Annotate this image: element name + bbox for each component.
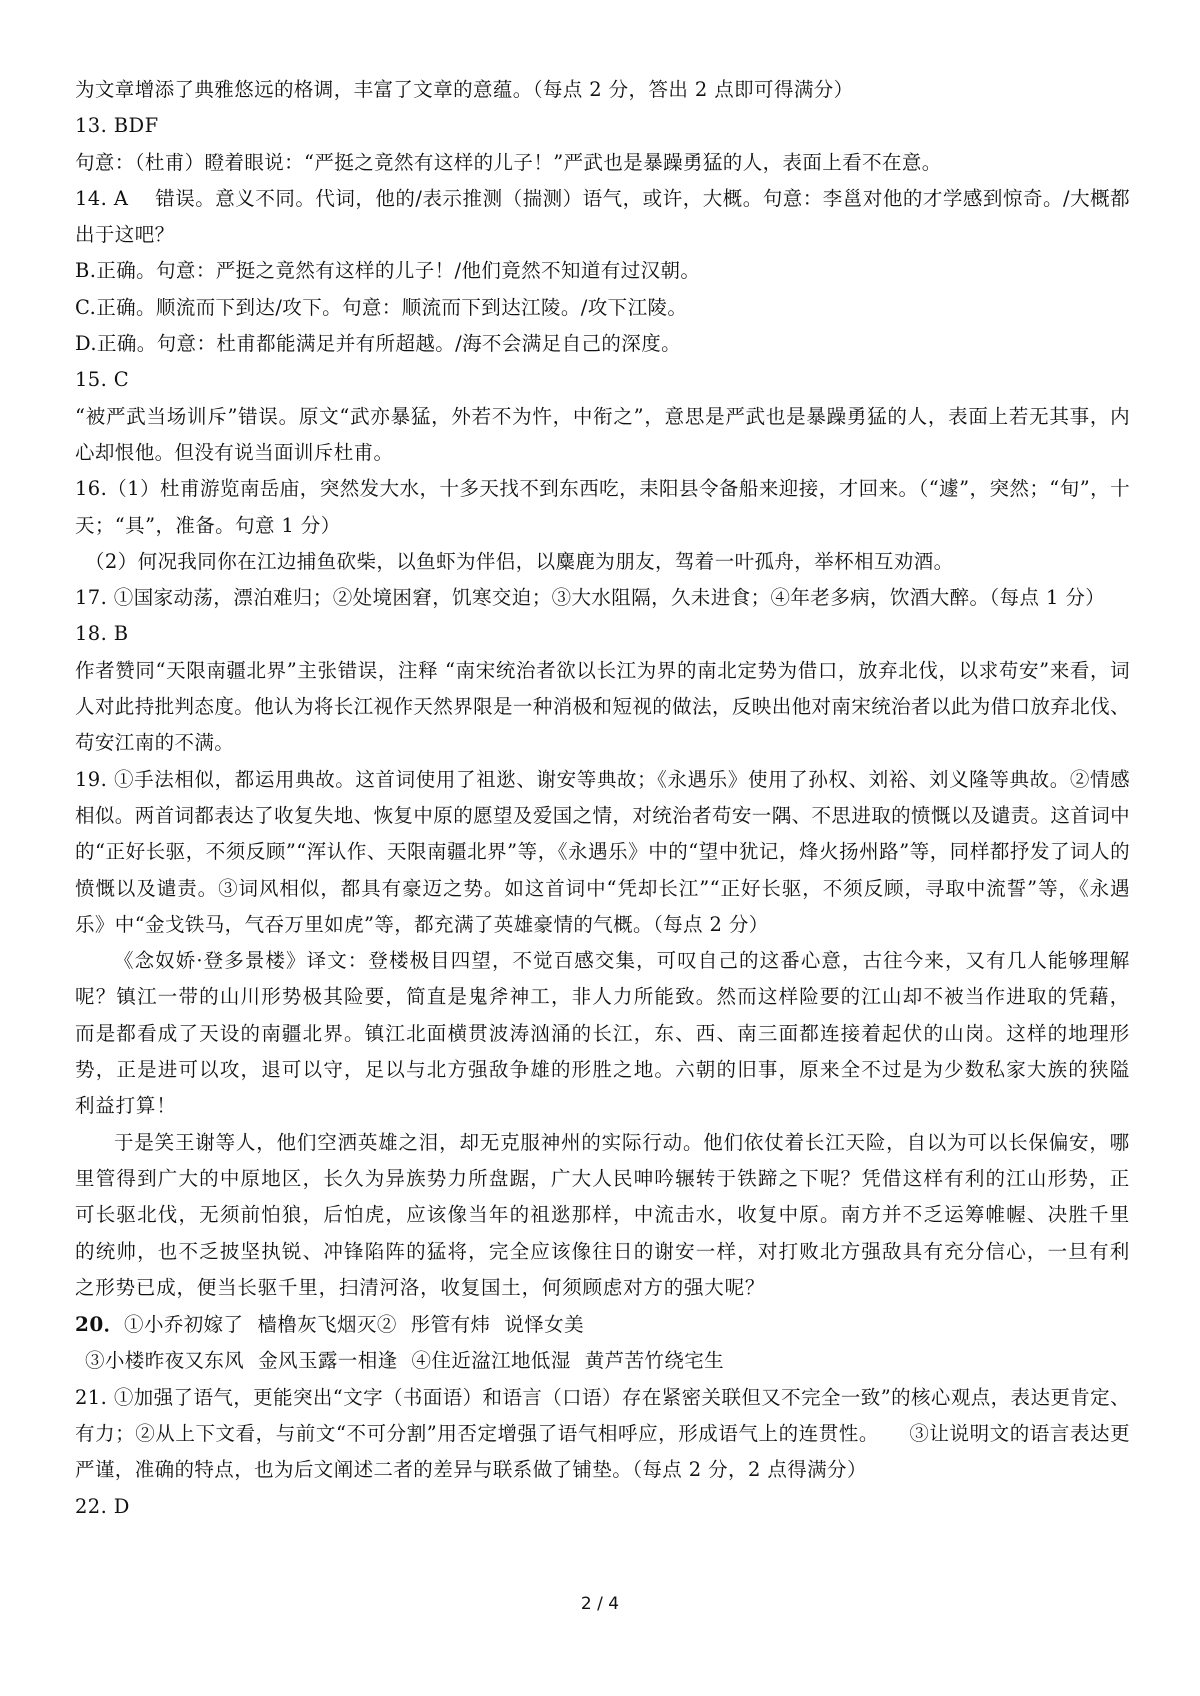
answer-20-item: 说怿女美: [504, 1313, 584, 1337]
translation-paragraph-2: 于是笑王谢等人，他们空洒英雄之泪，却无克服神州的实际行动。他们依仗着长江天险，自以为可以长保偏安，哪里管得到广大的中原地区，长久为异族势力所盘踞，广大人民呻吟辗转于铁蹄之下呢？凭借这样有利的江山形势，正可长驱北伐，无须前怕狼，后怕虎，应该像当年的祖逖那样，中流击水，收复中原。南方并不乏运筹帷幄、决胜千里的统帅，也不乏披坚执锐、冲锋陷阵的猛将，完全应该像往日的谢安一样，对打败北方强敌具有充分信心，一旦有利之形势已成，便当长驱千里，扫清河洛，收复国土，何须顾虑对方的强大呢？: [75, 1130, 1130, 1299]
answer-16-2: （2）何况我同你在江边捕鱼砍柴，以鱼虾为伴侣，以麋鹿为朋友，驾着一叶孤舟，举杯相互劝酒。: [85, 549, 954, 573]
answer-20-item: ③小楼昨夜又东风: [85, 1349, 245, 1373]
answer-21: 21. ①加强了语气，更能突出“文字（书面语）和语言（口语）存在紧密关联但又不完全一致”的核心观点，表达更肯定、有力；②从上下文看，与前文“不可分割”用否定增强了语气相呼应，形成语气上的连贯性。 ③让说明文的语言表达更严谨，准确的特点，也为后文阐述二者的差异与联系做了铺垫。（每点 2 分，2 点得满分）: [75, 1385, 1130, 1482]
answer-18-explanation: 作者赞同“天限南疆北界”主张错误，注释 “南宋统治者欲以长江为界的南北定势为借口，放弃北伐，以求苟安”来看，词人对此持批判态度。他认为将长江视作天然界限是一种消极和短视的做法，反映出他对南宋统治者以此为借口放弃北伐、苟安江南的不满。: [75, 658, 1130, 755]
answer-14-b: B.正确。句意：严挺之竟然有这样的儿子！/他们竟然不知道有过汉朝。: [75, 259, 701, 283]
answer-20-item: 金风玉露一相逢: [258, 1349, 398, 1373]
answer-17: 17. ①国家动荡，漂泊难归；②处境困窘，饥寒交迫；③大水阻隔，久未进食；④年老多病，饮酒大醉。（每点 1 分）: [75, 586, 1106, 610]
answer-20-item: 彤管有炜: [410, 1313, 491, 1337]
answer-20-line-1: [75, 1306, 1130, 1343]
answer-14: 14. A 错误。意义不同。代词，他的/表示推测（揣测）语气，或许，大概。句意：李邕对他的才学感到惊奇。/大概都出于这吧？: [75, 186, 1130, 247]
answer-15-explanation: “被严武当场训斥”错误。原文“武亦暴猛，外若不为忤，中衔之”，意思是严武也是暴躁勇猛的人，表面上若无其事，内心却恨他。但没有说当面训斥杜甫。: [75, 404, 1130, 464]
answer-20-item: 樯橹灰飞烟灭②: [257, 1313, 397, 1337]
answer-13: 13. BDF: [75, 114, 159, 138]
answer-20-item: 黄芦苦竹绕宅生: [584, 1349, 725, 1373]
answer-22: 22. D: [75, 1494, 130, 1518]
answer-18: 18. B: [75, 622, 129, 646]
answer-13-explanation: 句意：（杜甫）瞪着眼说：“严挺之竟然有这样的儿子！”严武也是暴躁勇猛的人，表面上看不在意。: [75, 150, 942, 174]
answer-14-d: D.正确。句意：杜甫都能满足并有所超越。/海不会满足自己的深度。: [75, 332, 682, 356]
translation-paragraph-1: 《念奴娇·登多景楼》译文：登楼极目四望，不觉百感交集，可叹自己的这番心意，古往今来，又有几人能够理解呢？镇江一带的山川形势极其险要，简直是鬼斧神工，非人力所能致。然而这样险要的江山却不被当作进取的凭藉，而是都看成了天设的南疆北界。镇江北面横贯波涛汹涌的长江，东、西、南三面都连接着起伏的山岗。这样的地理形势，正是进可以攻，退可以守，足以与北方强敌争雄的形胜之地。六朝的旧事，原来全不过是为少数私家大族的狭隘利益打算！: [75, 949, 1130, 1118]
answer-14-c: C.正确。顺流而下到达/攻下。句意：顺流而下到达江陵。/攻下江陵。: [75, 295, 688, 319]
answer-20-item: ④住近湓江地低湿: [411, 1349, 571, 1373]
answer-16-1: 16.（1）杜甫游览南岳庙，突然发大水，十多天找不到东西吃，耒阳县令备船来迎接，才回来。（“遽”，突然；“旬”，十天；“具”，准备。句意 1 分）: [75, 477, 1130, 537]
page-number: 2 / 4: [580, 1594, 620, 1614]
answer-15: 15. C: [75, 368, 130, 392]
answer-content: [75, 72, 1130, 1525]
answer-20-line-2: [75, 1343, 1130, 1379]
answer-19: 19. ①手法相似，都运用典故。这首词使用了祖逖、谢安等典故；《永遇乐》使用了孙权、刘裕、刘义隆等典故。②情感相似。两首词都表达了收复失地、恢复中原的愿望及爱国之情，对统治者苟安一隅、不思进取的愤慨以及谴责。这首词中的“正好长驱，不须反顾”“浑认作、天限南疆北界”等，《永遇乐》中的“望中犹记，烽火扬州路”等，同样都抒发了词人的愤慨以及谴责。③词风相似，都具有豪迈之势。如这首词中“凭却长江”“正好长驱，不须反顾，寻取中流誓”等，《永遇乐》中“金戈铁马，气吞万里如虎”等，都充满了英雄豪情的气概。（每点 2 分）: [75, 767, 1130, 936]
answer-20-item: ①小乔初嫁了: [124, 1313, 244, 1337]
answer-20-number: 20．: [75, 1312, 125, 1337]
answer-line-continuation: 为文章增添了典雅悠远的格调，丰富了文章的意蕴。（每点 2 分，答出 2 点即可得满分）: [75, 78, 854, 101]
